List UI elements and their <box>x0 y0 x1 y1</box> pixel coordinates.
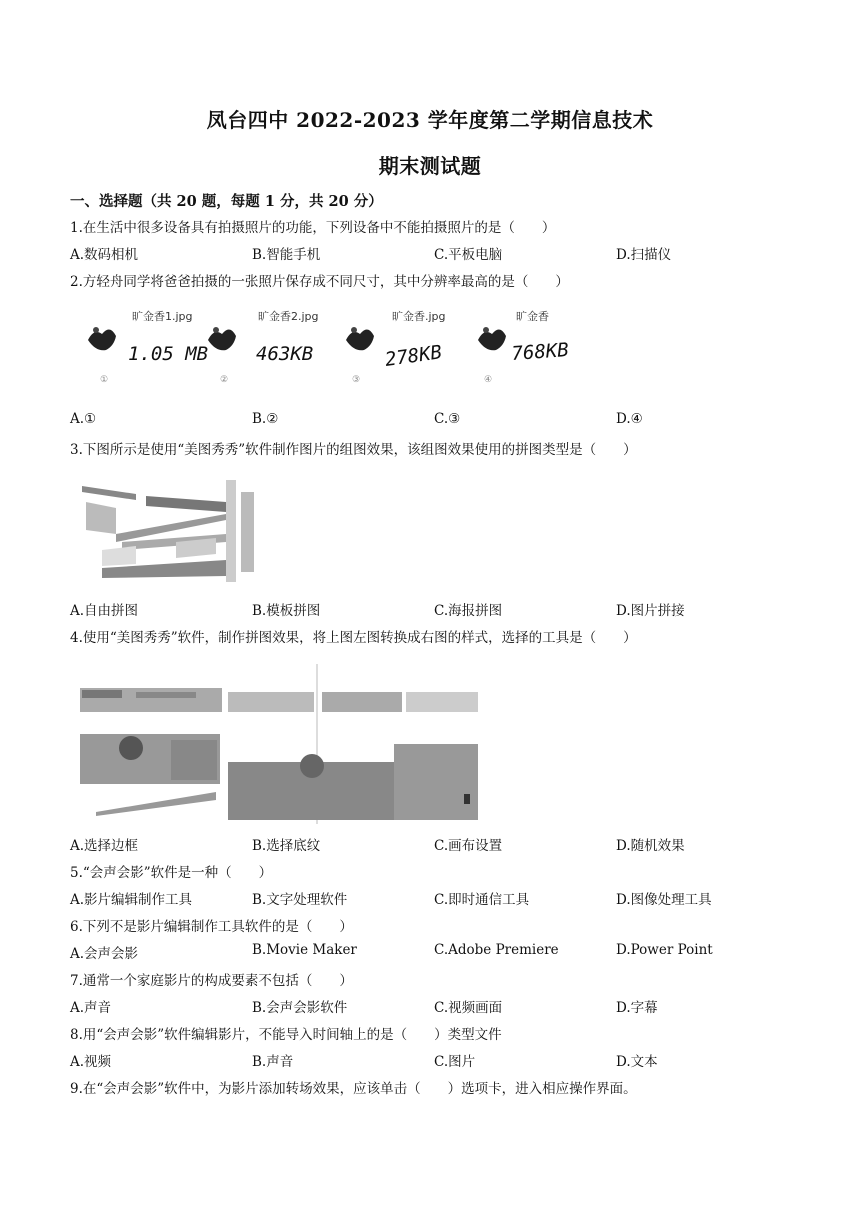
q7-option-a: A.声音 <box>70 1000 112 1016</box>
q3-option-d: D.图片拼接 <box>616 603 685 619</box>
q2-option-a: A.① <box>70 411 97 427</box>
q5-option-c: C.即时通信工具 <box>434 892 530 908</box>
file-2-marker: ② <box>220 375 229 385</box>
q1-option-d: D.扫描仪 <box>616 247 672 263</box>
q6-option-b: B.Movie Maker <box>252 942 357 958</box>
q3-option-c: C.海报拼图 <box>434 603 503 619</box>
question-3: 3.下图所示是使用“美图秀秀”软件制作图片的组图效果，该组图效果使用的拼图类型是（ ） <box>70 442 637 458</box>
q4-right-collage <box>228 692 478 820</box>
file-thumbnail-4 <box>478 309 569 385</box>
file-2-name: 旷金香2.jpg <box>258 310 319 323</box>
exam-title: 凤台四中 2022-2023 学年度第二学期信息技术 <box>206 108 654 132</box>
question-8: 8.用“会声会影”软件编辑影片，不能导入时间轴上的是（ ）类型文件 <box>70 1027 502 1043</box>
q2-option-c: C.③ <box>434 411 461 427</box>
file-thumbnail-1 <box>88 309 208 385</box>
file-1-name: 旷金香1.jpg <box>132 310 193 323</box>
file-4-size: 768KB <box>510 339 570 365</box>
question-2: 2.方轻舟同学将爸爸拍摄的一张照片保存成不同尺寸，其中分辨率最高的是（ ） <box>70 274 569 290</box>
file-4-name: 旷金香 <box>516 310 549 323</box>
q8-option-a: A.视频 <box>70 1054 112 1070</box>
q3-collage-image <box>76 472 256 584</box>
q3-option-b: B.模板拼图 <box>252 603 321 619</box>
exam-subtitle: 期末测试题 <box>378 154 482 178</box>
q8-option-c: C.图片 <box>434 1054 476 1070</box>
file-3-size: 278KB <box>383 341 444 371</box>
file-2-size: 463KB <box>256 343 314 365</box>
q5-option-b: B.文字处理软件 <box>252 892 348 908</box>
file-4-marker: ④ <box>484 375 493 385</box>
file-thumbnail-3 <box>346 309 446 385</box>
q2-file-thumbnails-figure <box>80 300 580 392</box>
question-1: 1.在生活中很多设备具有拍摄照片的功能，下列设备中不能拍摄照片的是（ ） <box>70 220 556 236</box>
question-6: 6.下列不是影片编辑制作工具软件的是（ ） <box>70 919 353 935</box>
q3-option-a: A.自由拼图 <box>70 603 139 619</box>
q7-option-b: B.会声会影软件 <box>252 1000 348 1016</box>
section-heading: 一、选择题（共 20 题，每题 1 分，共 20 分） <box>70 193 383 210</box>
file-3-name: 旷金香.jpg <box>392 310 446 323</box>
question-9: 9.在“会声会影”软件中，为影片添加转场效果，应该单击（ ）选项卡，进入相应操作界面。 <box>70 1081 637 1097</box>
file-1-marker: ① <box>100 375 109 385</box>
q8-option-b: B.声音 <box>252 1054 294 1070</box>
q6-option-c: C.Adobe Premiere <box>434 942 559 958</box>
q1-option-c: C.平板电脑 <box>434 247 503 263</box>
q5-option-d: D.图像处理工具 <box>616 892 712 908</box>
q4-collage-comparison-image <box>76 664 486 824</box>
question-5: 5.“会声会影”软件是一种（ ） <box>70 865 273 881</box>
q6-option-d: D.Power Point <box>616 942 713 958</box>
q6-option-a: A.会声会影 <box>70 946 139 962</box>
q4-option-a: A.选择边框 <box>70 838 139 854</box>
q8-option-d: D.文本 <box>616 1054 658 1070</box>
question-4: 4.使用“美图秀秀”软件，制作拼图效果，将上图左图转换成右图的样式，选择的工具是（ ） <box>70 630 637 646</box>
q1-option-b: B.智能手机 <box>252 247 321 263</box>
question-7: 7.通常一个家庭影片的构成要素不包括（ ） <box>70 973 353 989</box>
file-1-size: 1.05 MB <box>128 343 209 365</box>
q2-option-d: D.④ <box>616 411 643 427</box>
q5-option-a: A.影片编辑制作工具 <box>70 892 193 908</box>
file-thumbnail-2 <box>208 309 319 385</box>
q7-option-c: C.视频画面 <box>434 1000 503 1016</box>
q7-option-d: D.字幕 <box>616 1000 658 1016</box>
q4-option-d: D.随机效果 <box>616 838 685 854</box>
q4-left-collage <box>80 688 222 816</box>
q2-option-b: B.② <box>252 411 279 427</box>
file-3-marker: ③ <box>352 375 361 385</box>
q1-option-a: A.数码相机 <box>70 247 139 263</box>
q4-option-c: C.画布设置 <box>434 838 503 854</box>
q4-option-b: B.选择底纹 <box>252 838 321 854</box>
